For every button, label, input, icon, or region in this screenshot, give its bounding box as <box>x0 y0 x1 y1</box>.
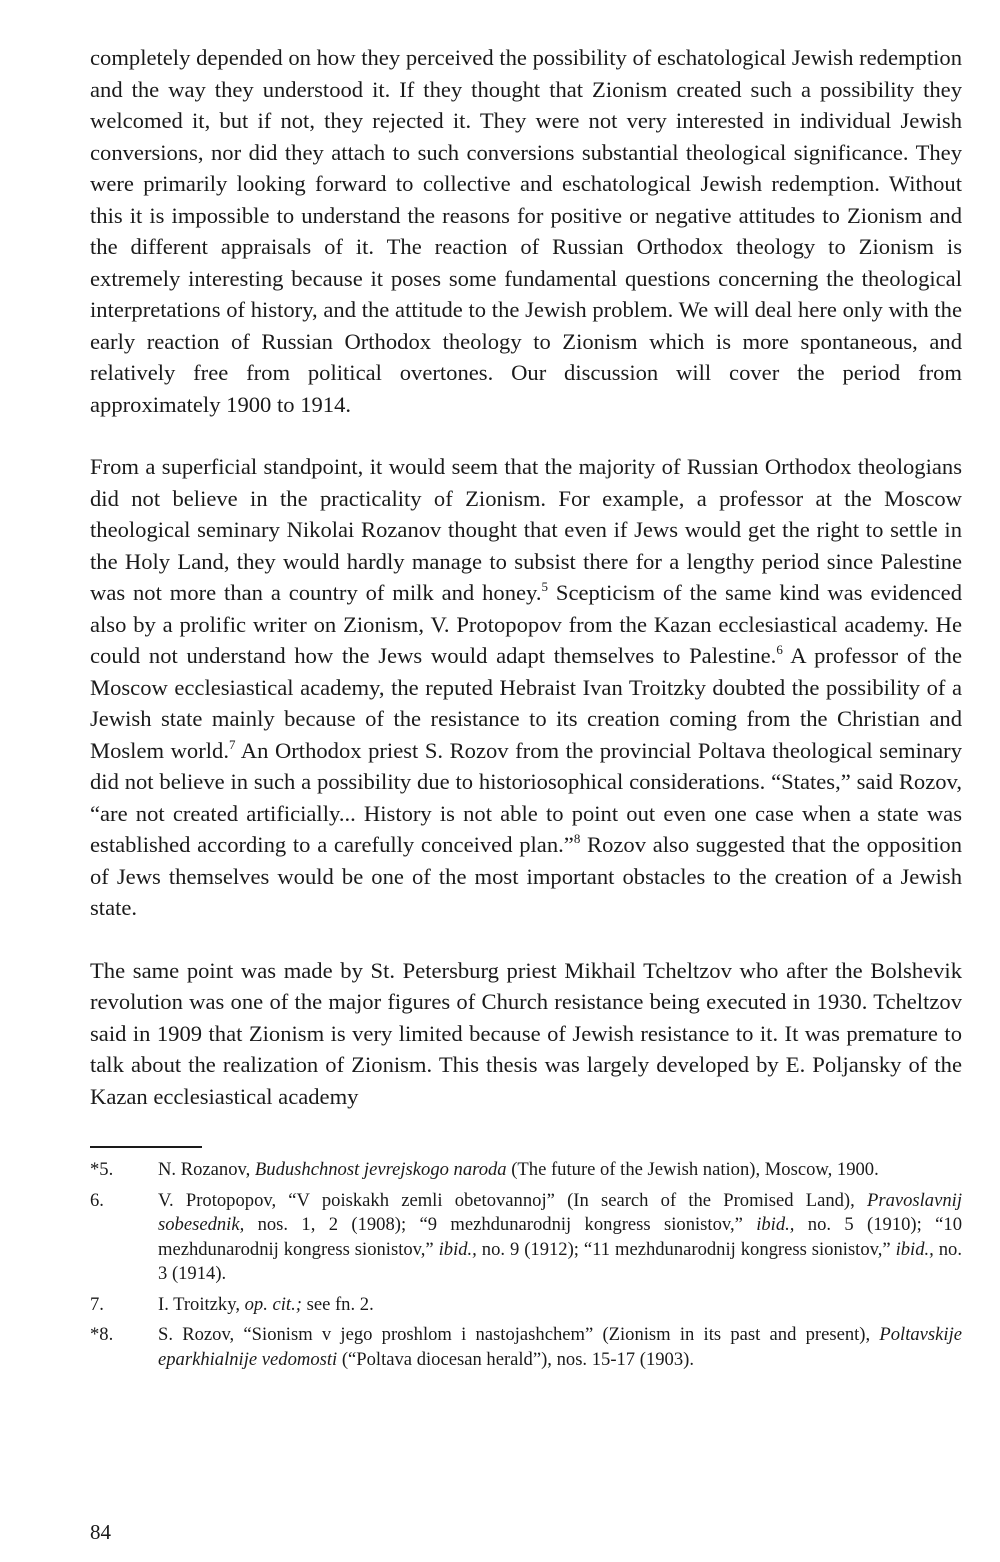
footnote-number: 6. <box>90 1189 104 1211</box>
footnote-text <box>158 1158 962 1183</box>
page-content <box>90 42 962 1378</box>
footnote-text-part: no. 9 (1912); “11 mezhdunarodnij kongress sionistov,” <box>476 1238 896 1260</box>
footnote-text-part: no. 3 (1914). <box>158 1238 962 1284</box>
footnote-text-part: (“Poltava diocesan herald”), nos. 15-17 (1903). <box>337 1348 694 1370</box>
footnote-7 <box>90 1293 962 1318</box>
paragraph-2-text-d: An Orthodox priest S. Rozov from the provincial Poltava theological seminary did not believe in such a possibility due to historiosophical considerations. “States,” said Rozov, “are not created artificially... History is not able to point out even one case when a state was established according to a carefully conceived plan.” <box>90 737 963 857</box>
footnote-ref-5[interactable]: 5 <box>541 579 548 594</box>
footnote-text-part: see fn. 2. <box>301 1293 374 1315</box>
footnote-text-part: N. Rozanov, <box>158 1159 255 1180</box>
footnote-text-part: no. 5 (1910); “10 mezhdunarodnij kongress sionistov,” <box>158 1214 962 1260</box>
footnote-number: *8. <box>90 1324 114 1345</box>
footnote-number: 7. <box>90 1293 104 1315</box>
footnote-text-part: V. Protopopov, “V poiskakh zemli obetovannoj” (In search of the Promised Land), <box>158 1189 867 1211</box>
footnote-text-part: (The future of the Jewish nation), Moscow, 1900. <box>506 1159 879 1180</box>
paragraph-2-text-c: A professor of the Moscow ecclesiastical academy, the reputed Hebraist Ivan Troitzky doubted the possibility of a Jewish state mainly because of the resistance to its creation coming from the Christian and Moslem world. <box>90 643 962 763</box>
footnote-text-part: nos. 1, 2 (1908); “9 mezhdunarodnij kongress sionistov,” <box>244 1214 757 1235</box>
body-paragraph-1: completely depended on how they perceived the possibility of eschatological Jewish redemption and the way they understood it. If they thought that Zionism created such a possibility they welcomed it, but if not, they rejected it. They were not very interested in individual Jewish conversions, nor did they attach to such conversions substantial theological significance. They were primarily looking forward to collective and eschatological Jewish redemption. Without this it is impossible to understand the reasons for positive or negative attitudes to Zionism and the different appraisals of it. The reaction of Russian Orthodox theology to Zionism is extremely interesting because it poses some fundamental questions concerning the theological interpretations of history, and the attitude to the Jewish problem. We will deal here only with the early reaction of Russian Orthodox theology to Zionism which is more spontaneous, and relatively free from political overtones. Our discussion will cover the period from approximately 1900 to 1914. <box>90 45 962 417</box>
footnote-ref-8[interactable]: 8 <box>573 831 581 846</box>
footnote-journal: Pravoslavnij sobesednik, <box>158 1189 962 1235</box>
page-number: 84 <box>90 1520 111 1544</box>
paragraph-2-text-e: Rozov also suggested that the opposition of Jews themselves would be one of the most important obstacles to the creation of a Jewish state. <box>90 832 962 920</box>
footnote-6 <box>90 1189 962 1287</box>
footnotes <box>90 1158 962 1372</box>
footnote-journal: Poltavskije eparkhialnije vedomosti <box>158 1324 962 1370</box>
footnote-ref-6[interactable]: 6 <box>776 642 783 657</box>
footnote-ibid: ibid., <box>438 1238 477 1260</box>
footnote-5 <box>90 1158 962 1183</box>
footnote-text <box>158 1323 962 1372</box>
body-paragraph-3: The same point was made by St. Petersburg priest Mikhail Tcheltzov who after the Bolshevik revolution was one of the major figures of Church resistance being executed in 1930. Tcheltzov said in 1909 that Zionism is very limited because of Jewish resistance to it. It was premature to talk about the realization of Zionism. This thesis was largely developed by E. Poljansky of the Kazan ecclesiastical academy <box>90 957 962 1109</box>
footnote-ibid: ibid., <box>895 1238 934 1260</box>
footnote-ref-7[interactable]: 7 <box>228 736 236 752</box>
footnote-text <box>158 1293 962 1318</box>
footnote-text-part: S. Rozov, “Sionism v jego proshlom i nastojashchem” (Zionism in its past and present), <box>158 1324 880 1345</box>
footnote-ibid: ibid., <box>756 1214 795 1235</box>
paragraph-2-text-a: From a superficial standpoint, it would seem that the majority of Russian Orthodox theologians did not believe in the practicality of Zionism. For example, a professor at the Moscow theological seminary Nikolai Rozanov thought that even if Jews would get the right to settle in the Holy Land, they would hardly manage to subsist there for a lengthy period since Palestine was not more than a country of milk and honey. <box>90 454 962 605</box>
footnote-op-cit: op. cit.; <box>244 1293 302 1315</box>
footnote-title: Budushchnost jevrejskogo naroda <box>254 1159 507 1180</box>
body-paragraph-2 <box>90 451 962 924</box>
footnote-divider <box>90 1146 202 1148</box>
footnote-text <box>158 1189 962 1287</box>
footnote-8 <box>90 1323 962 1372</box>
paragraph-2-text-b: Scepticism of the same kind was evidenced also by a prolific writer on Zionism, V. Protopopov from the Kazan ecclesiastical academy. He could not understand how the Jews would adapt themselves to Palestine. <box>90 580 962 668</box>
footnote-text-part: I. Troitzky, <box>158 1293 245 1315</box>
footnote-number: *5. <box>90 1159 114 1180</box>
